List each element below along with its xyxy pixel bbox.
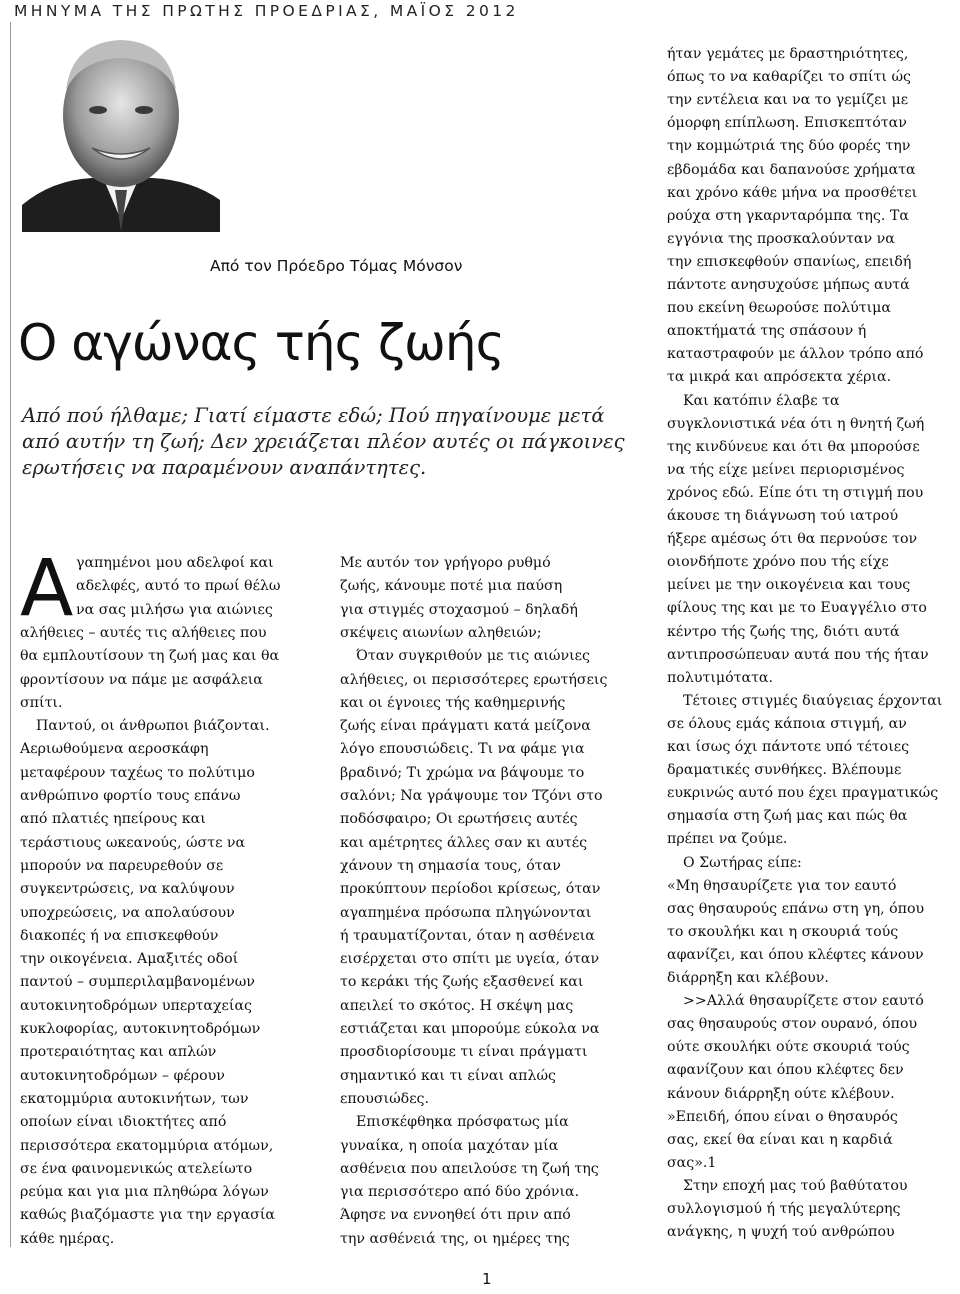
text-line: αγαπημένα πρόσωπα πληγώνονται (340, 904, 592, 921)
text-line: την οικογένεια. Αμαξιτές οδοί (20, 951, 239, 968)
text-line: συγκλονιστικά νέα ότι η θνητή ζωή (667, 415, 925, 432)
text-line: σημασία στη ζωή μας και πώς θα (667, 808, 908, 825)
text-line: »Επειδή, όπου είναι ο θησαυρός (667, 1108, 898, 1125)
text-line: αδελφές, αυτό το πρωί θέλω (76, 578, 281, 595)
text-line: καταστραφούν με άλλον τρόπο από (667, 346, 924, 363)
text-line: υποχρεώσεις, να απολαύσουν (20, 904, 235, 921)
text-line: ρούχα στη γκαρνταρόμπα της. Τα (667, 207, 909, 224)
text-line: όπως το να καθαρίζει το σπίτι ώς (667, 69, 912, 86)
text-line: Με αυτόν τον γρήγορο ρυθμό (340, 555, 551, 571)
text-line: αντιπροσώπευαν αυτά που τής ήταν (667, 646, 929, 663)
text-line: την κομμώτριά της δύο φορές την (667, 138, 911, 155)
text-line: Τέτοιες στιγμές διαύγειας έρχονται (683, 692, 943, 709)
text-line: φροντίσουν να πάμε με ασφάλεια (20, 671, 263, 688)
text-line: σας, εκεί θα είναι και η καρδιά (667, 1131, 893, 1148)
text-line: Άφησε να εννοηθεί ότι πριν από (340, 1207, 571, 1224)
text-line: ποδόσφαιρο; Οι ερωτήσεις αυτές (340, 811, 578, 828)
text-line: πάντοτε ανησυχούσε μήπως αυτά (667, 277, 910, 293)
text-line: ήξερε αμέσως ότι θα περνούσε τον (667, 531, 918, 548)
text-line: σκέψεις αιωνίων αληθειών; (340, 624, 542, 641)
text-line: σας θησαυρούς επάνω στη γη, όπου (667, 900, 925, 917)
text-line: προσδιορίσουμε τι είναι πράγματι (340, 1044, 588, 1061)
text-line: και οι έγνοιες τής καθημερινής (340, 694, 566, 711)
text-line: χρόνος εδώ. Είπε ότι τη στιγμή που (667, 484, 924, 501)
magazine-header: ΜΗΝΥΜΑ ΤΗΣ ΠΡΩΤΗΣ ΠΡΟΕΔΡΙΑΣ, ΜΑΪΟΣ 2012 (14, 2, 519, 20)
text-line: σας».1 (667, 1154, 717, 1171)
text-line: το κεράκι τής ζωής εξασθενεί και (340, 974, 584, 991)
text-line: επουσιώδες. (340, 1090, 430, 1107)
author-portrait (22, 30, 220, 232)
text-line: αφανίζει, και όπου κλέφτες κάνουν (667, 946, 924, 963)
text-line: εστιάζεται και μπορούμε εύκολα να (340, 1021, 600, 1037)
text-line: ασθένεια που απειλούσε τη ζωή της (340, 1160, 599, 1177)
text-line: περισσότερα εκατομμύρια ατόμων, (20, 1137, 274, 1154)
text-line: οποίων είναι ιδιοκτήτες από (20, 1114, 227, 1131)
text-line: σαλόνι; Να γράψουμε τον Τζόνι στο (340, 788, 603, 804)
text-line: βραδινό; Τι χρώμα να βάψουμε το (340, 764, 585, 781)
text-line: αυτοκινητοδρόμων υπερταχείας (20, 997, 252, 1014)
text-line: σπίτι. (20, 694, 63, 711)
text-line: και χρόνο κάθε μήνα να προσθέτει (667, 184, 918, 201)
text-line: αποκτήματά της σπάσουν ή (667, 323, 867, 340)
text-line: σε όλους εμάς κάποια στιγμή, αν (667, 715, 907, 732)
drop-cap: Α (20, 544, 74, 634)
text-line: αφανίζουν και όπου κλέφτες δεν (667, 1062, 904, 1079)
text-line: ρεύμα και για μια πληθώρα λόγων (20, 1184, 269, 1201)
text-line: ζωής είναι πράγματι κατά μείζονα (340, 718, 591, 735)
text-line: πρέπει να ζούμε. (667, 831, 788, 848)
text-line: πολυτιμότατα. (667, 669, 774, 686)
text-line: γαπημένοι μου αδελφοί και (76, 555, 274, 571)
text-line: μπορούν να παρευρεθούν σε (20, 857, 224, 874)
text-line: ανθρώπινο φορτίο τους επάνω (20, 788, 241, 804)
text-line: καθώς βιαζόμαστε για την εργασία (20, 1207, 275, 1224)
article-subtitle (22, 403, 642, 481)
text-line: ούτε σκουλήκι ούτε σκουριά τούς (667, 1039, 910, 1056)
text-line: και ίσως όχι πάντοτε υπό τέτοιες (667, 739, 910, 755)
text-line: Όταν συγκριθούν με τις αιώνιες (356, 648, 590, 665)
text-line: ζωής, κάνουμε ποτέ μια παύση (340, 578, 563, 595)
text-line: δραματικές συνθήκες. Βλέπουμε (667, 762, 902, 779)
text-line: >>Αλλά θησαυρίζετε στον εαυτό (683, 993, 924, 1010)
text-line: για στιγμές στοχασμού – δηλαδή (340, 601, 578, 618)
text-line: εκατομμύρια αυτοκινήτων, των (20, 1090, 249, 1107)
text-line: Αεριωθούμενα αεροσκάφη (20, 741, 209, 758)
author-byline: Από τον Πρόεδρο Τόμας Μόνσον (210, 257, 463, 275)
text-line: Επισκέφθηκα πρόσφατως μία (356, 1114, 569, 1131)
text-line: χάνουν τη σημασία τους, όταν (340, 857, 561, 874)
text-line: αυτοκινητοδρόμων – φέρουν (20, 1067, 225, 1084)
margin-rule (10, 22, 11, 1247)
text-line: που εκείνη θεωρούσε πολύτιμα (667, 300, 891, 317)
text-line: εβδομάδα και δαπανούσε χρήματα (667, 161, 916, 178)
text-line: την ασθένειά της, οι ημέρες της (340, 1230, 570, 1247)
text-line: άκουσε τη διάγνωση τού ιατρού (667, 508, 899, 524)
text-line: ήταν γεμάτες με δραστηριότητες, (667, 46, 909, 62)
text-line: απειλεί το σκότος. Η σκέψη μας (340, 997, 574, 1014)
text-line: τεράστιους ωκεανούς, ώστε να (20, 834, 246, 851)
text-line: κάνουν διάρρηξη ούτε κλέβουν. (667, 1085, 895, 1102)
text-line: Και κατόπιν έλαβε τα (683, 392, 840, 409)
page-number: 1 (482, 1270, 492, 1288)
text-line: παντού – συμπεριλαμβανομένων (20, 974, 255, 991)
text-line: διακοπές ή να επισκεφθούν (20, 927, 219, 944)
text-line: Στην εποχή μας τού βαθύτατου (683, 1177, 908, 1194)
text-line: ή τραυματίζονται, όταν η ασθένεια (340, 927, 595, 944)
text-line: όμορφη επίπλωση. Επισκεπτόταν (667, 115, 907, 132)
text-line: για περισσότερο από δύο χρόνια. (340, 1184, 580, 1201)
text-line: διάρρηξη και κλέβουν. (667, 970, 829, 986)
text-line: προκύπτουν περίοδοι κρίσεως, όταν (340, 881, 601, 898)
text-line: τα μικρά και απρόσεκτα χέρια. (667, 369, 892, 386)
text-line: αλήθειες, οι περισσότερες ερωτήσεις (340, 671, 608, 688)
article-title: Ο αγώνας τής ζωής (18, 314, 504, 372)
text-line: το σκουλήκι και η σκουριά τούς (667, 923, 899, 940)
text-line: σας θησαυρούς στον ουρανό, όπου (667, 1016, 918, 1033)
text-line: φίλους της και με το Ευαγγέλιο στο (667, 600, 927, 617)
text-line: από πλατιές ηπείρους και (20, 811, 206, 828)
text-line: μείνει με την οικογένεια και τους (667, 577, 911, 594)
text-line: Ο Σωτήρας είπε: (683, 854, 802, 871)
text-line: «Μη θησαυρίζετε για τον εαυτό (667, 877, 897, 894)
text-line: ευκρινώς αυτό που έχει πραγματικώς (667, 785, 939, 802)
text-line: να σας μιλήσω για αιώνιες (76, 601, 273, 618)
text-line: και αμέτρητες άλλες σαν κι αυτές (340, 834, 588, 851)
text-line: θα εμπλουτίσουν τη ζωή μας και θα (20, 648, 280, 665)
text-line: λόγο επουσιώδεις. Τι να φάμε για (340, 741, 585, 758)
text-line: σε ένα φαινομενικώς ατελείωτο (20, 1160, 253, 1177)
text-line: να τής είχε μείνει περιορισμένος (667, 461, 905, 478)
text-line: σημαντικό και τι είναι απλώς (340, 1067, 556, 1084)
text-line: εγγόνια της προσκαλούνταν να (667, 230, 895, 247)
text-line: κυκλοφορίας, αυτοκινητοδρόμων (20, 1021, 261, 1037)
text-line: προτεραιότητας και απλών (20, 1044, 217, 1061)
text-line: την επισκεφθούν σπανίως, επειδή (667, 253, 912, 270)
text-line: κέντρο τής ζωής της, διότι αυτά (667, 623, 900, 640)
text-line: οιονδήποτε χρόνο που τής είχε (667, 554, 889, 571)
subtitle-line: Από πού ήλθαμε; Γιατί είμαστε εδώ; Πού πηγαίνουμε μετά (22, 404, 605, 427)
subtitle-line: ερωτήσεις να παραμένουν αναπάντητες. (22, 456, 427, 479)
text-line: αλήθειες – αυτές τις αλήθειες που (20, 624, 267, 641)
text-line: της κινδύνευε και ότι θα μπορούσε (667, 438, 920, 455)
text-line: μεταφέρουν ταχέως το πολύτιμο (20, 764, 255, 781)
subtitle-line: από αυτήν τη ζωή; Δεν χρειάζεται πλέον αυτές οι πάγκοινες (22, 430, 625, 453)
text-line: την εντέλεια και να το γεμίζει με (667, 92, 909, 109)
text-line: συλλογισμού ή τής μεγαλύτερης (667, 1201, 901, 1217)
text-line: γυναίκα, η οποία μαχόταν μία (340, 1137, 559, 1154)
text-line: Παντού, οι άνθρωποι βιάζονται. (36, 718, 270, 735)
text-line: συγκεντρώσεις, να καλύψουν (20, 881, 235, 898)
text-line: ανάγκης, η ψυχή τού ανθρώπου (667, 1224, 895, 1241)
text-line: κάθε ημέρας. (20, 1230, 115, 1247)
text-line: εισέρχεται στο σπίτι με υγεία, όταν (340, 951, 600, 968)
